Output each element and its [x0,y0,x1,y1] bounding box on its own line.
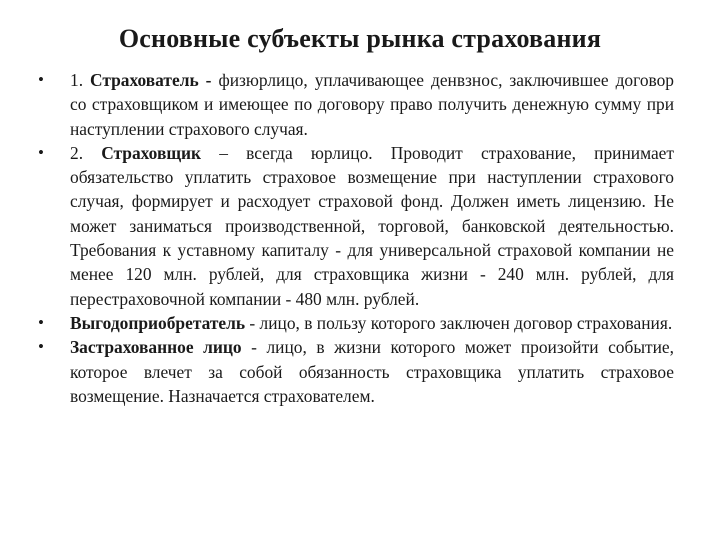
term-insurer: Страховщик [101,142,202,163]
definition-insurer: – всегда юрлицо. Проводит страхование, принимает обязательство уплатить страховое возмещение при наступлении страхового случая, формирует и расходует страховой фонд. Должен иметь лицензию. Не может заниматься производственной, торговой, банковской деятельностью. Требования к уставному капиталу - для универсальной страховой компании не менее 120 млн. рублей, для страховщика жизни - 240 млн. рублей, для перестраховочной компании - 480 млн. рублей. [70,142,674,309]
term-beneficiary: Выгодоприобретатель [70,312,246,333]
term-policyholder: Страхователь - [90,70,219,90]
list-item-insured-person [38,335,674,408]
bullet-icon: • [38,337,44,357]
item-number: 2. [70,142,102,163]
definition-policyholder: физюрлицо, уплачивающее денвзнос, заключившее договор со страховщиком и имеющее по договору право получить денежную сумму при наступлении страхового случая. [70,70,674,139]
bullet-icon: • [38,142,44,162]
bullet-icon: • [38,312,44,332]
term-insured-person: Застрахованное лицо [70,337,242,358]
slide-title: Основные субъекты рынка страхования [118,24,602,53]
definition-beneficiary: - лицо, в пользу которого заключен договор страхования. [245,312,673,333]
definition-insured-person: - лицо, в жизни которого может произойти событие, которое влечет за собой обязанность страховщика уплатить страховое возмещение. Назначается страхователем. [70,337,674,406]
item-number: 1. [70,70,91,90]
bullet-list [38,68,674,408]
list-item-insurer [38,141,674,311]
list-item-beneficiary [38,311,674,335]
bullet-icon: • [38,70,44,89]
list-item-policyholder [38,68,674,141]
